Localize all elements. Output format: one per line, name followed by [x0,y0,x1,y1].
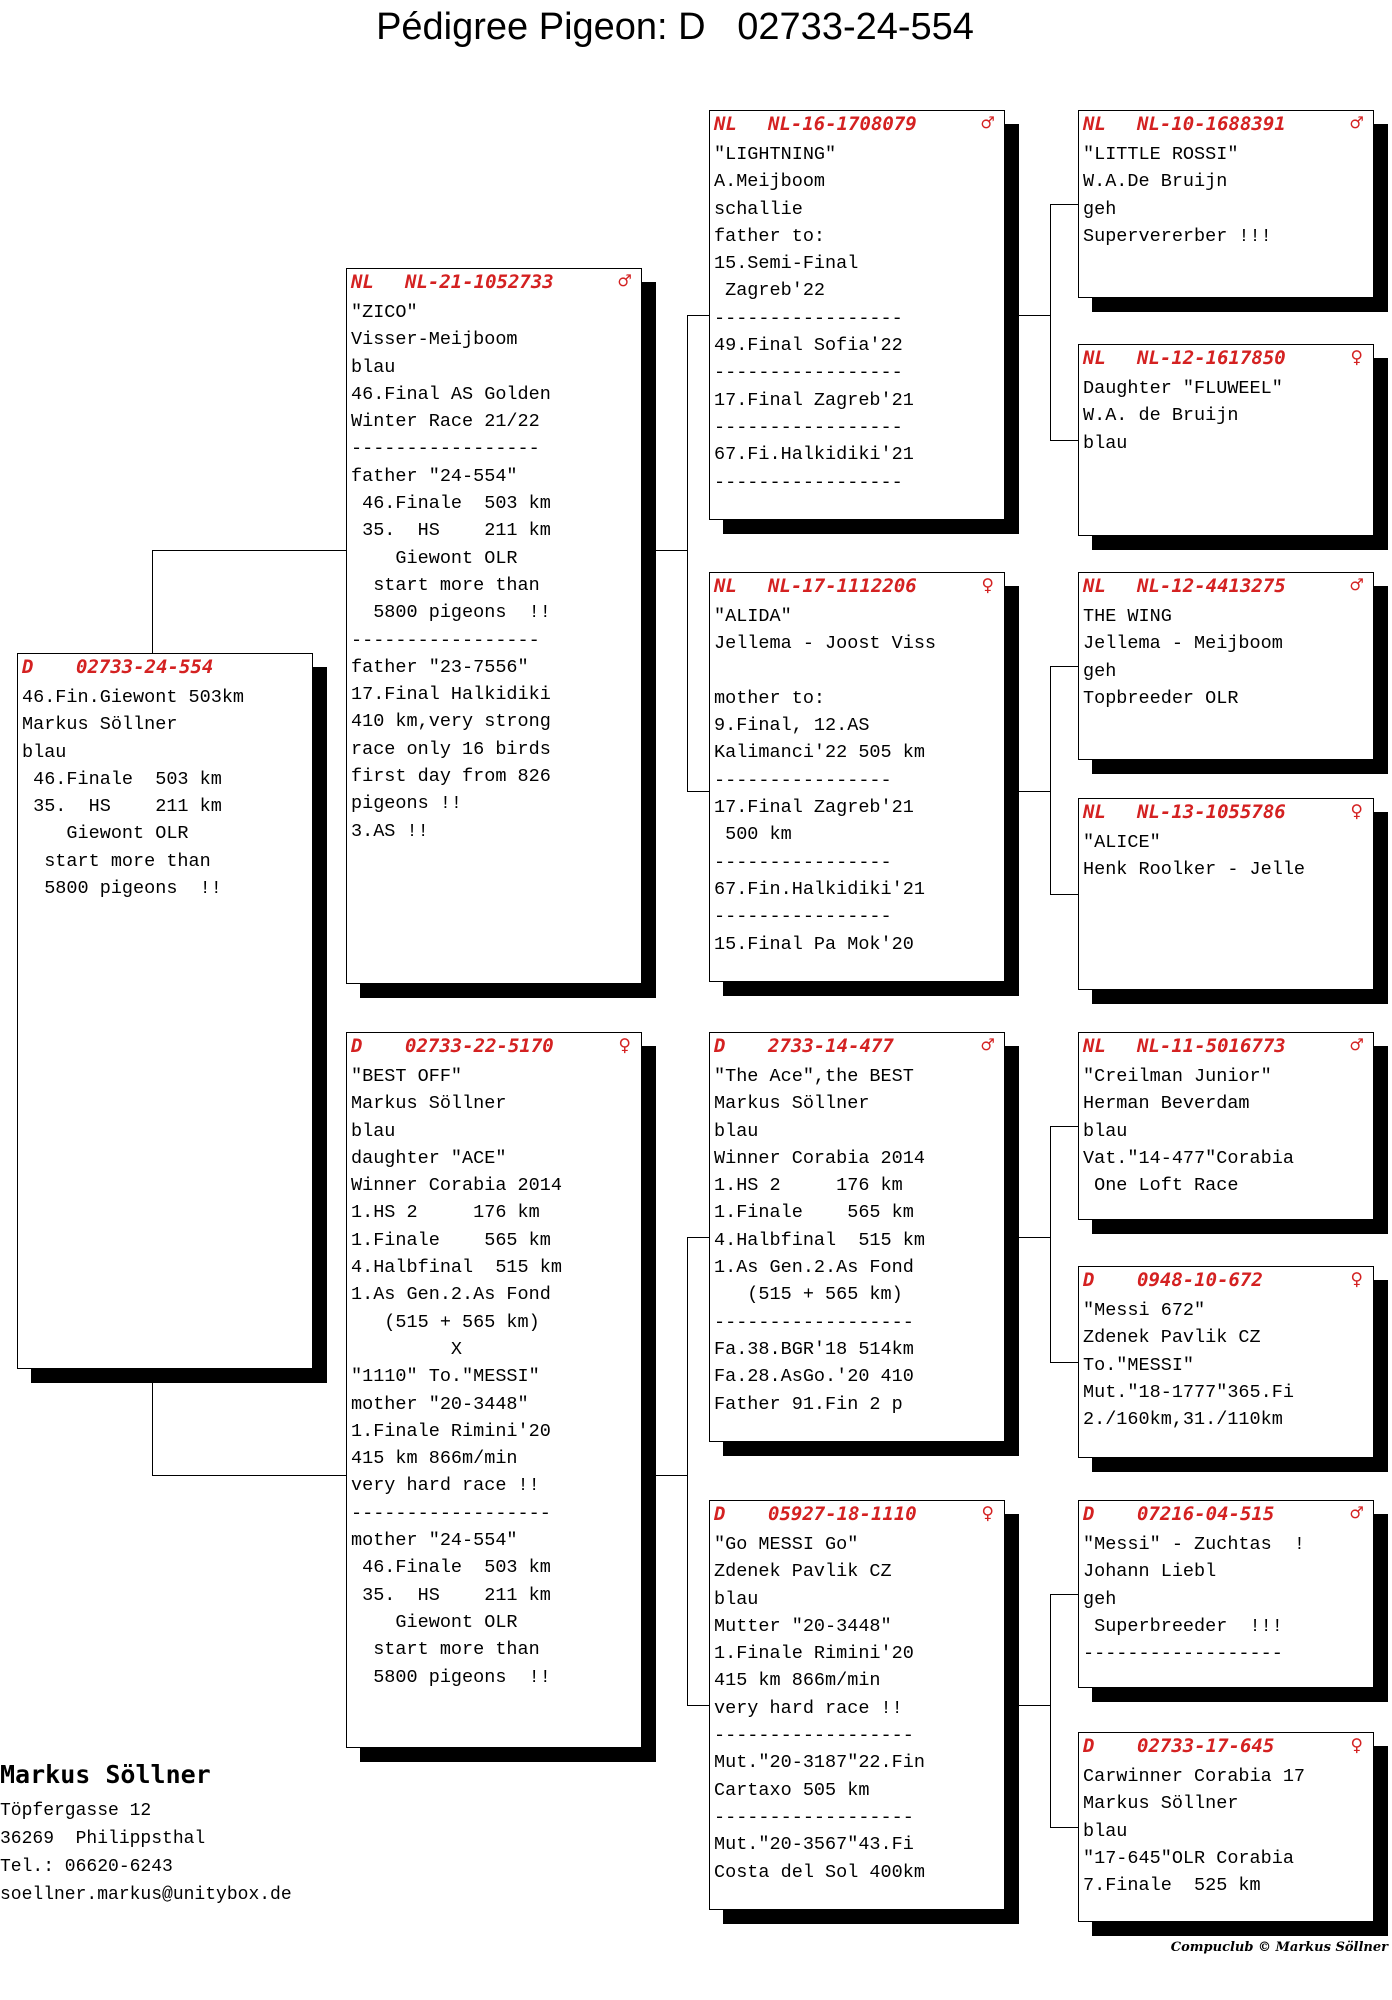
card-line: mother "20-3448" [351,1393,529,1415]
ring-number: 07216-04-515 [1137,1503,1275,1525]
connector-line [1050,666,1078,667]
card-line: geh [1083,198,1117,220]
card-header [1079,1733,1373,1759]
card-line: 46.Finale 503 km [351,493,551,515]
card-line: "The Ace",the BEST [714,1066,914,1087]
pigeon-card-mother [346,1032,642,1748]
card-body [1079,599,1373,712]
connector-line [1050,894,1078,895]
connector-line [687,1237,709,1238]
card-header [1079,799,1373,825]
card-line: 4.Halbfinal 515 km [351,1257,562,1279]
card-line: "Go MESSI Go" [714,1534,859,1555]
card-line: very hard race !! [714,1697,903,1719]
card-line: Vat."14-477"Corabia [1083,1147,1294,1169]
card-line: blau [351,356,396,378]
card-line: ----------------- [714,362,903,384]
card-body [1079,1759,1373,1899]
card-header [710,111,1004,137]
card-line: To."MESSI" [1083,1354,1195,1376]
card-line: 35. HS 211 km [22,796,222,818]
card-line: (515 + 565 km) [351,1311,540,1333]
card-line: father "24-554" [351,465,518,487]
connector-line [687,791,709,792]
card-line: 49.Final Sofia'22 [714,335,903,357]
card-line: start more than [22,850,211,872]
ring-number: NL-13-1055786 [1137,801,1286,823]
country-code: D [1083,1269,1095,1291]
female-symbol-icon: ♀ [981,1501,994,1525]
male-symbol-icon: ♂ [981,111,994,135]
female-symbol-icon: ♀ [1350,799,1363,823]
card-line: W.A. de Bruijn [1083,405,1239,427]
country-code: NL [351,271,374,293]
pigeon-card-subject [17,653,313,1369]
card-line: 46.Finale 503 km [351,1557,551,1579]
connector-line [687,315,688,791]
card-line: "BEST OFF" [351,1066,463,1087]
card-line: 1.Finale Rimini'20 [714,1643,914,1665]
card-line: blau [1083,1120,1128,1142]
connector-line [1019,791,1050,792]
connector-line [1050,1594,1051,1827]
pigeon-card-mmf [1078,1500,1374,1688]
card-line: start more than [351,574,540,596]
card-body [1079,137,1373,250]
connector-line [1050,1126,1078,1127]
connector-line [1019,1237,1050,1238]
card-line: A.Meijboom [714,171,826,193]
card-line: X [351,1338,463,1360]
card-line: daughter "ACE" [351,1147,507,1169]
card-line: mother "24-554" [351,1530,518,1552]
country-code: D [1083,1735,1095,1757]
connector-line [1050,440,1078,441]
country-code: NL [1083,575,1106,597]
card-header [710,1033,1004,1059]
female-symbol-icon: ♀ [1350,345,1363,369]
card-line: 410 km,very strong [351,711,551,733]
card-line: 1.As Gen.2.As Fond [714,1257,914,1279]
card-body [18,680,312,902]
connector-line [687,315,709,316]
card-line: 1.HS 2 176 km [714,1175,903,1197]
connector-line [1019,315,1050,316]
pigeon-card-ffm [1078,344,1374,536]
card-body [347,295,641,845]
ring-number: 02733-17-645 [1137,1735,1275,1757]
ring-number: NL-21-1052733 [405,271,554,293]
card-line: 4.Halbfinal 515 km [714,1229,925,1251]
female-symbol-icon: ♀ [1350,1733,1363,1757]
country-code: D [714,1035,726,1057]
female-symbol-icon: ♀ [1350,1267,1363,1291]
connector-line [656,550,687,551]
card-line: 35. HS 211 km [351,520,551,542]
card-line: 17.Final Halkidiki [351,684,551,706]
card-header [1079,1033,1373,1059]
card-body [1079,1059,1373,1199]
card-header [347,1033,641,1059]
pigeon-card-mm [709,1500,1005,1910]
connector-line [1050,1126,1051,1362]
page-title: Pédigree Pigeon: D 02733-24-554 [376,6,974,48]
footer-credit: Compuclub © Markus Söllner [1170,1940,1388,1955]
card-line: mother to: [714,687,826,709]
card-line: Giewont OLR [351,1611,518,1633]
card-body [1079,1527,1373,1667]
connector-line [1050,1362,1078,1363]
breeder-address [0,1760,292,1909]
card-line: Topbreeder OLR [1083,687,1239,709]
card-line: Markus Söllner [22,714,178,736]
card-body [710,137,1004,496]
ring-number: 02733-22-5170 [405,1035,554,1057]
card-line: 1.HS 2 176 km [351,1202,540,1224]
card-line: "17-645"OLR Corabia [1083,1847,1294,1869]
card-line: Superbreeder !!! [1083,1615,1283,1637]
connector-line [1050,666,1051,894]
country-code: NL [1083,1035,1106,1057]
card-line: 415 km 866m/min [714,1670,881,1692]
card-line: 500 km [714,824,792,846]
card-line: ----------------- [714,416,903,438]
card-line: Cartaxo 505 km [714,1779,870,1801]
card-line: "ALIDA" [714,606,792,627]
male-symbol-icon: ♂ [981,1033,994,1057]
card-line: "ALICE" [1083,832,1161,853]
card-line: Kalimanci'22 505 km [714,742,925,764]
card-line: "LITTLE ROSSI" [1083,144,1239,165]
card-line: ------------------ [714,1311,914,1333]
card-line: 3.AS !! [351,820,429,842]
card-line: 17.Final Zagreb'21 [714,389,914,411]
connector-line [152,1475,346,1476]
card-line: Zagreb'22 [714,280,826,302]
card-line: geh [1083,660,1117,682]
country-code: NL [714,113,737,135]
card-line: 2./160km,31./110km [1083,1409,1283,1431]
connector-line [1050,204,1051,440]
ring-number: 2733-14-477 [768,1035,894,1057]
card-line: Winner Corabia 2014 [714,1147,925,1169]
card-line: "ZICO" [351,302,418,323]
card-body [347,1059,641,1691]
card-line: 9.Final, 12.AS [714,715,870,737]
card-line: start more than [351,1639,540,1661]
card-line: race only 16 birds [351,738,551,760]
card-line: Mutter "20-3448" [714,1615,892,1637]
ring-number: NL-11-5016773 [1137,1035,1286,1057]
card-line: Herman Beverdam [1083,1093,1250,1115]
card-header [347,269,641,295]
card-line: Fa.28.AsGo.'20 410 [714,1366,914,1388]
card-line: 15.Semi-Final [714,253,859,275]
card-line: ---------------- [714,906,892,928]
card-line: Zdenek Pavlik CZ [714,1561,892,1583]
female-symbol-icon: ♀ [618,1033,631,1057]
card-line: ------------------ [714,1725,914,1747]
breeder-city: 36269 Philippsthal [0,1829,206,1849]
pigeon-card-ff [709,110,1005,520]
card-line: blau [351,1120,396,1142]
card-line: blau [1083,432,1128,454]
card-line: Markus Söllner [714,1093,870,1115]
card-line: blau [714,1120,759,1142]
card-header [1079,573,1373,599]
breeder-name: Markus Söllner [0,1760,211,1789]
card-line: ----------------- [351,438,540,460]
connector-line [1050,1594,1078,1595]
card-line: 5800 pigeons !! [22,878,222,900]
card-line: ---------------- [714,769,892,791]
card-line: Visser-Meijboom [351,329,518,351]
card-line: Mut."20-3187"22.Fin [714,1752,925,1774]
card-header [1079,1267,1373,1293]
card-line: 1.Finale Rimini'20 [351,1420,551,1442]
pigeon-card-fmf [1078,572,1374,760]
pigeon-card-fff [1078,110,1374,298]
card-line: 67.Fi.Halkidiki'21 [714,444,914,466]
card-line: ----------------- [714,471,903,493]
card-line: Henk Roolker - Jelle [1083,859,1306,881]
ring-number: NL-17-1112206 [768,575,917,597]
card-line: 67.Fin.Halkidiki'21 [714,878,925,900]
connector-line [656,1475,687,1476]
card-line: father to: [714,225,826,247]
connector-line [687,1237,688,1705]
card-line: pigeons !! [351,793,463,815]
card-header [1079,345,1373,371]
connector-line [152,550,346,551]
pigeon-card-mff [1078,1032,1374,1220]
connector-line [152,550,153,653]
card-line: 5800 pigeons !! [351,602,551,624]
card-header [18,654,312,680]
male-symbol-icon: ♂ [618,269,631,293]
male-symbol-icon: ♂ [1350,111,1363,135]
country-code: D [714,1503,726,1525]
connector-line [1019,1705,1050,1706]
card-line: father "23-7556" [351,656,529,678]
card-body [1079,1293,1373,1433]
card-line: blau [714,1588,759,1610]
card-line: schallie [714,198,803,220]
card-line: ------------------ [351,1502,551,1524]
ring-number: NL-16-1708079 [768,113,917,135]
card-line: Daughter "FLUWEEL" [1083,378,1283,399]
card-line: Father 91.Fin 2 p [714,1393,903,1415]
male-symbol-icon: ♂ [1350,1501,1363,1525]
card-line: Johann Liebl [1083,1561,1217,1583]
card-line: 5800 pigeons !! [351,1666,551,1688]
pigeon-card-fmm [1078,798,1374,990]
card-line: Fa.38.BGR'18 514km [714,1338,914,1360]
card-line: blau [22,741,67,763]
ring-number: NL-12-4413275 [1137,575,1286,597]
ring-number: NL-12-1617850 [1137,347,1286,369]
ring-number: 05927-18-1110 [768,1503,917,1525]
country-code: D [1083,1503,1095,1525]
card-body [710,1059,1004,1418]
card-line: Zdenek Pavlik CZ [1083,1327,1261,1349]
card-line: 15.Final Pa Mok'20 [714,933,914,955]
card-line: ----------------- [714,307,903,329]
country-code: NL [714,575,737,597]
card-line: 46.Finale 503 km [22,768,222,790]
card-line: 1.As Gen.2.As Fond [351,1284,551,1306]
breeder-email: soellner.markus@unitybox.de [0,1885,292,1905]
country-code: D [22,656,34,678]
card-line: Jellema - Joost Viss [714,633,937,655]
connector-line [1050,204,1078,205]
card-line: 7.Finale 525 km [1083,1875,1261,1897]
country-code: D [351,1035,363,1057]
pigeon-card-mfm [1078,1266,1374,1458]
card-line: Winter Race 21/22 [351,411,540,433]
card-line: 46.Final AS Golden [351,383,551,405]
card-line: "1110" To."MESSI" [351,1366,540,1388]
country-code: NL [1083,801,1106,823]
card-line: very hard race !! [351,1475,540,1497]
card-line: ----------------- [351,629,540,651]
card-header [710,573,1004,599]
card-line: Mut."18-1777"365.Fi [1083,1381,1294,1403]
card-line: Costa del Sol 400km [714,1861,925,1883]
card-line: geh [1083,1588,1117,1610]
card-line: 1.Finale 565 km [351,1229,551,1251]
card-line: blau [1083,1820,1128,1842]
card-line: "LIGHTNING" [714,144,837,165]
male-symbol-icon: ♂ [1350,573,1363,597]
ring-number: NL-10-1688391 [1137,113,1286,135]
card-line: W.A.De Bruijn [1083,171,1228,193]
card-line: "Creilman Junior" [1083,1066,1272,1087]
card-line: Markus Söllner [1083,1793,1239,1815]
country-code: NL [1083,347,1106,369]
card-line: ------------------ [714,1806,914,1828]
card-line [714,658,1004,685]
card-line: THE WING [1083,606,1172,627]
card-line: Giewont OLR [351,547,518,569]
card-line: Winner Corabia 2014 [351,1175,562,1197]
card-header [1079,111,1373,137]
card-line: 415 km 866m/min [351,1448,518,1470]
card-line: "Messi 672" [1083,1300,1206,1321]
ring-number: 0948-10-672 [1137,1269,1263,1291]
card-body [710,1527,1004,1886]
card-line: One Loft Race [1083,1175,1239,1197]
pigeon-card-fm [709,572,1005,982]
card-line: Mut."20-3567"43.Fi [714,1834,914,1856]
connector-line [687,1705,709,1706]
card-line: 46.Fin.Giewont 503km [22,687,245,708]
card-line: first day from 826 [351,766,551,788]
male-symbol-icon: ♂ [1350,1033,1363,1057]
card-header [1079,1501,1373,1527]
breeder-phone: Tel.: 06620-6243 [0,1857,173,1877]
female-symbol-icon: ♀ [981,573,994,597]
card-line: Jellema - Meijboom [1083,633,1283,655]
card-body [1079,371,1373,457]
card-line: 17.Final Zagreb'21 [714,797,914,819]
country-code: NL [1083,113,1106,135]
pigeon-card-father [346,268,642,984]
card-line: (515 + 565 km) [714,1284,903,1306]
pigeon-card-mf [709,1032,1005,1442]
card-body [710,599,1004,958]
card-line: Markus Söllner [351,1093,507,1115]
card-line: 35. HS 211 km [351,1584,551,1606]
card-line: Carwinner Corabia 17 [1083,1766,1306,1787]
card-line: ------------------ [1083,1643,1283,1665]
card-line: "Messi" - Zuchtas ! [1083,1534,1306,1555]
card-line: 1.Finale 565 km [714,1202,914,1224]
breeder-street: Töpfergasse 12 [0,1801,152,1821]
card-line: Supervererber !!! [1083,225,1272,247]
card-line: ---------------- [714,851,892,873]
card-line: Giewont OLR [22,823,189,845]
ring-number: 02733-24-554 [76,656,214,678]
card-body [1079,825,1373,884]
connector-line [1050,1827,1078,1828]
pigeon-card-mmm [1078,1732,1374,1922]
card-header [710,1501,1004,1527]
connector-line [152,1383,153,1475]
